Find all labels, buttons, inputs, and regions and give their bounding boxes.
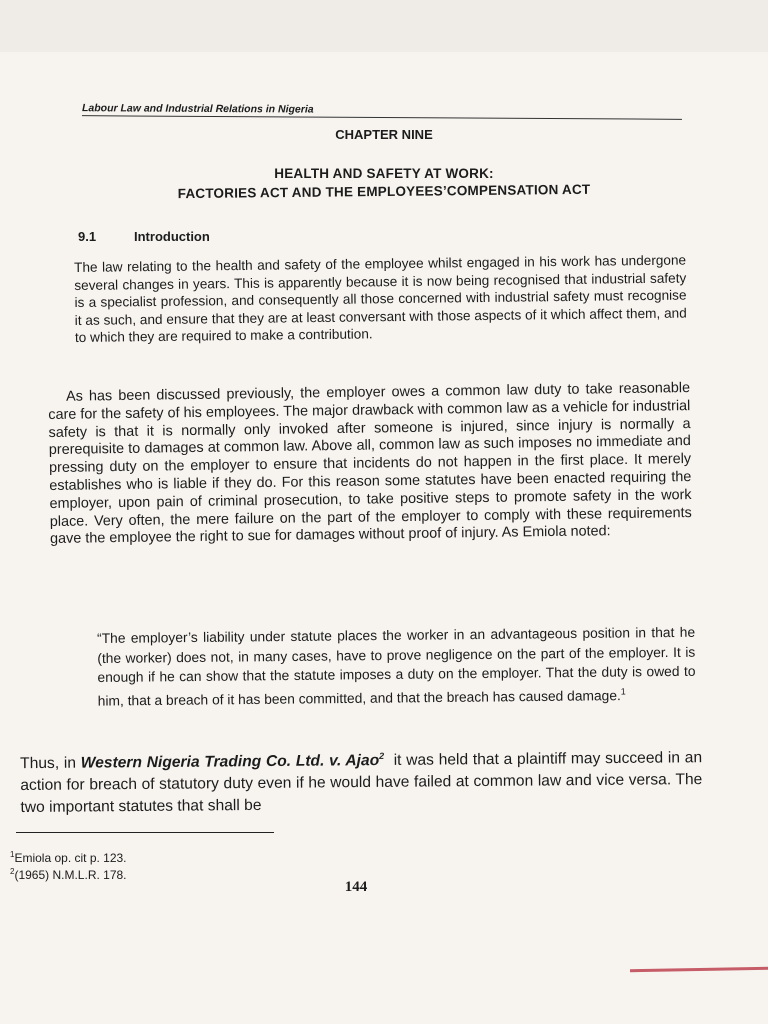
- footnote-1-mark: 1: [10, 850, 15, 859]
- paragraph-2: [48, 380, 692, 549]
- chapter-title-line-1: HEALTH AND SAFETY AT WORK:: [274, 166, 494, 181]
- paragraph-2-text: As has been discussed previously, the employer owes a common law duty to take reasonable care for the safety of his employees. The major drawback with common law as a vehicle for industrial safety is that it is normally only invoked after someone is injured, since injury is normally a prerequisite to damages at common law. Above all, common law as such imposes no immediate and pressing duty on the employer to ensure that incidents do not happen in the first place. It merely establishes who is liable if they do. For this reason some statutes have been enacted requiring the employer, upon pain of criminal prosecution, to take positive steps to promote safety in the work place. Very often, the mere failure on the part of the employer to comply with these requirements gave the employee the right to sue for damages without proof of injury. As Emiola noted:: [48, 380, 692, 548]
- block-quote: [97, 623, 696, 711]
- paragraph-3-text: it was held that a plaintiff may succeed in an action for breach of statutory duty even if he would have failed at common law and vice versa. The two important statutes that shall be: [20, 749, 703, 817]
- page-number: 144: [344, 879, 368, 895]
- chapter-title-line-2: FACTORIES ACT AND THE EMPLOYEES’COMPENSATION ACT: [177, 181, 591, 202]
- running-header: Labour Law and Industrial Relations in Nigeria: [82, 102, 682, 120]
- footnote-ref-2: 2: [379, 750, 385, 761]
- footnote-2-text: (1965) N.M.L.R. 178.: [14, 868, 127, 882]
- chapter-heading: CHAPTER NINE: [335, 127, 433, 142]
- section-heading: [78, 229, 210, 244]
- section-title: Introduction: [134, 229, 210, 244]
- footnote-2-mark: 2: [10, 867, 15, 876]
- section-number: 9.1: [78, 229, 97, 244]
- footnote-divider: [16, 832, 274, 833]
- footnote-ref-1: 1: [620, 686, 626, 697]
- paragraph-1: The law relating to the health and safety of the employee whilst engaged in his work has undergone several changes in years. This is apparently because it is now being recognised that industrial safety is a specialist profession, and consequently all those concerned with industrial safety must recognise it as such, and ensure that they are at least conversant with those aspects of it which affect them, and to which they are required to make a contribution.: [74, 252, 687, 346]
- quote-text: “The employer’s liability under statute places the worker in an advantageous position in that he (the worker) does not, in many cases, have to prove negligence on the part of the employer. It is enough if he can show that the statute imposes a duty on the employer. That the duty is owed to him, that a breach of it has been committed, and that the breach has caused damage.: [97, 624, 696, 709]
- footnote-1: [10, 850, 127, 865]
- paragraph-3: [20, 742, 703, 819]
- footnote-1-text: Emiola op. cit p. 123.: [14, 851, 127, 865]
- paragraph-3-prefix: Thus, in: [20, 754, 77, 773]
- case-citation: Western Nigeria Trading Co. Ltd. v. Ajao: [80, 752, 380, 772]
